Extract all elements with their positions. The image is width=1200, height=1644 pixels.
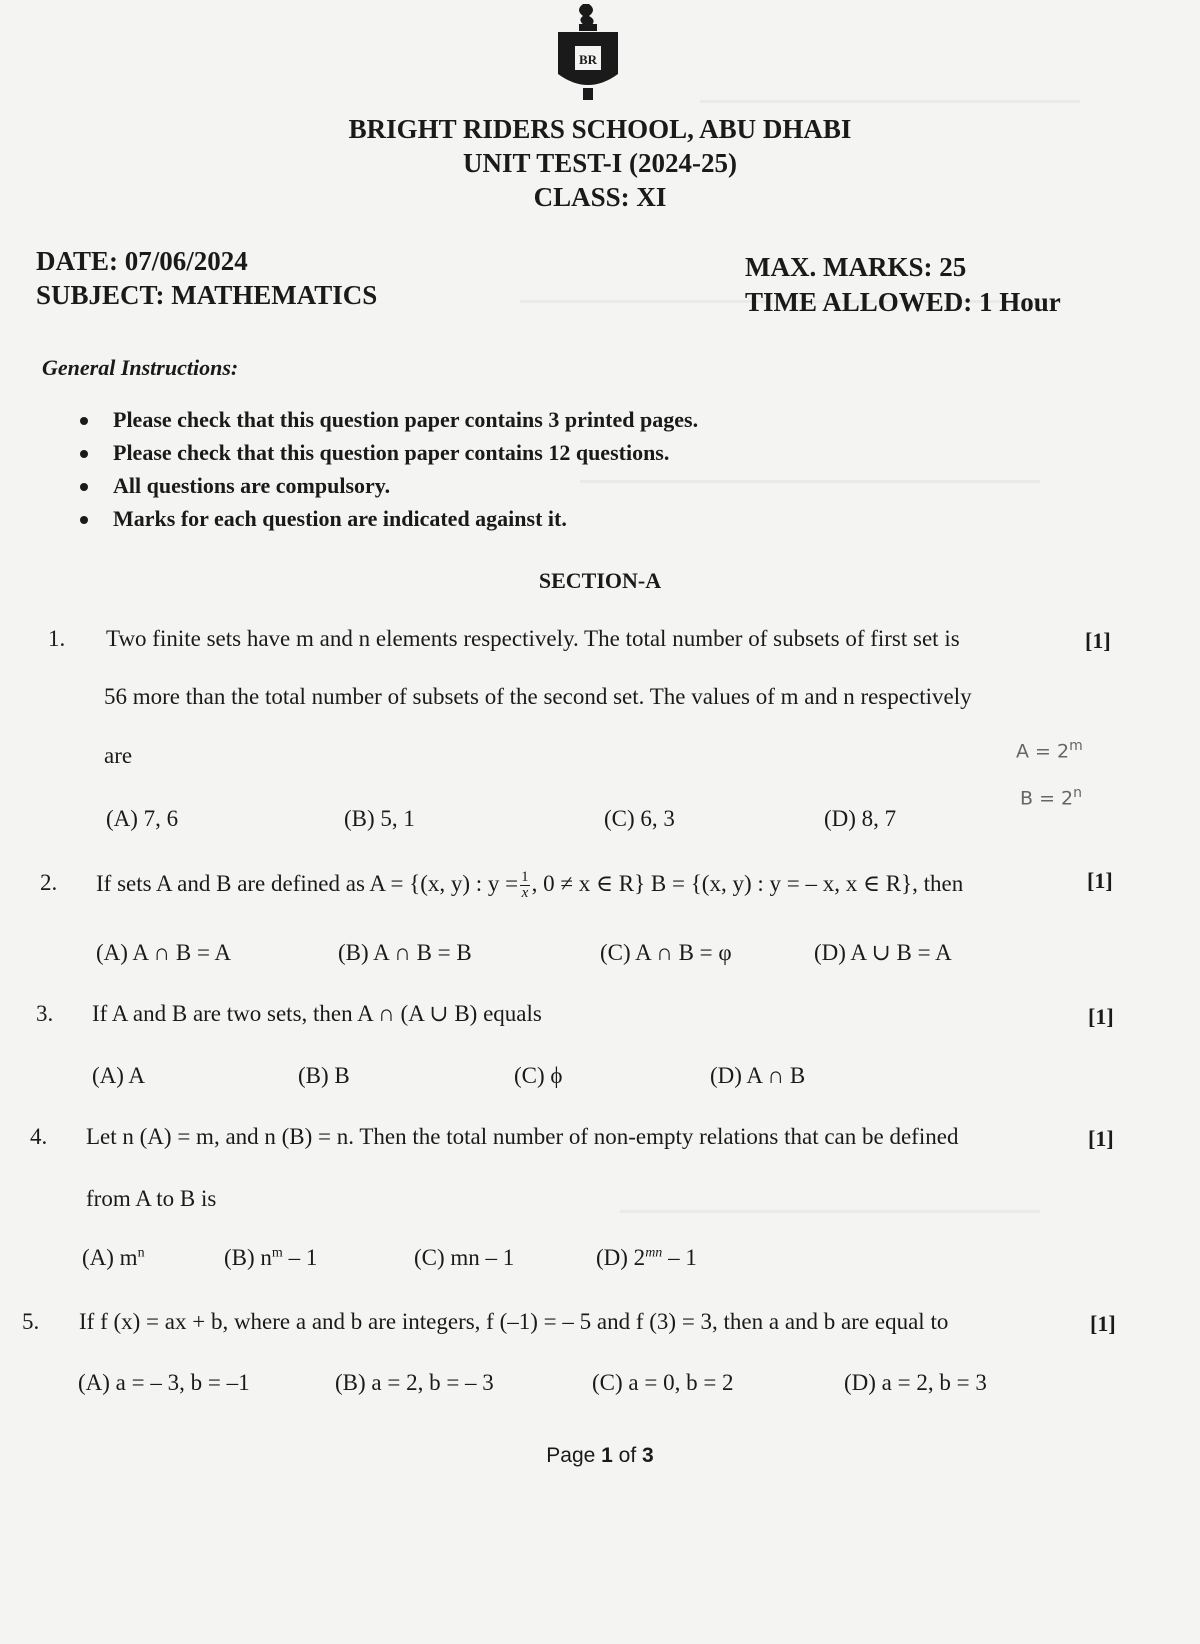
bleed-through-mark <box>620 1210 1040 1213</box>
question-number: 3. <box>36 1001 54 1026</box>
instruction-item: Please check that this question paper contains 3 printed pages. <box>80 405 698 438</box>
instruction-item: All questions are compulsory. <box>80 471 698 504</box>
question-marks: [1] <box>1085 628 1111 653</box>
option-a: (A) 7, 6 <box>106 806 179 831</box>
question-text: from A to B is <box>86 1186 217 1211</box>
question-number: 1. <box>48 626 66 651</box>
option-c: (C) a = 0, b = 2 <box>592 1370 734 1395</box>
question-marks: [1] <box>1088 1126 1114 1151</box>
option-c: (C) 6, 3 <box>604 806 675 831</box>
option-c: (C) mn – 1 <box>414 1245 515 1270</box>
page-number: Page 1 of 3 <box>546 1444 654 1467</box>
option-a: (A) A <box>92 1063 146 1088</box>
handwritten-note: $A = 2^m$ <box>1016 738 1083 763</box>
option-d: (D) $2^{mn} - 1$ <box>596 1245 697 1270</box>
instructions-title: General Instructions: <box>42 355 239 380</box>
question-number: 2. <box>40 870 58 895</box>
test-name: UNIT TEST-I (2024-25) <box>462 148 738 178</box>
option-b: (B) 5, 1 <box>344 806 415 831</box>
question-number: 4. <box>30 1124 48 1149</box>
option-a: (A) a = – 3, b = –1 <box>78 1370 250 1395</box>
max-marks: MAX. MARKS: 25 <box>745 252 967 282</box>
section-heading: SECTION-A <box>538 568 662 593</box>
option-c: (C) A ∩ B = φ <box>600 940 732 965</box>
instruction-item: Marks for each question are indicated against it. <box>80 504 698 537</box>
school-logo <box>553 0 623 104</box>
option-a: (A) $m^n$ <box>82 1245 145 1270</box>
option-b: (B) A ∩ B = B <box>338 940 472 965</box>
bullet-icon <box>80 516 88 524</box>
instructions-list <box>80 405 698 537</box>
handwritten-note: $B = 2^n$ <box>1020 785 1082 810</box>
bleed-through-mark <box>700 100 1080 103</box>
option-b: (B) $n^m - 1$ <box>224 1245 318 1270</box>
question-text: Two finite sets have m and n elements respectively. The total number of subsets of first set is <box>106 626 960 651</box>
bullet-icon <box>80 450 88 458</box>
school-name: BRIGHT RIDERS SCHOOL, ABU DHABI <box>348 114 852 144</box>
option-b: (B) a = 2, b = – 3 <box>335 1370 494 1395</box>
question-number: 5. <box>22 1309 40 1334</box>
bullet-icon <box>80 417 88 425</box>
option-d: (D) A ∩ B <box>710 1063 806 1088</box>
question-text: If f (x) = ax + b, where a and b are integers, f (–1) = – 5 and f (3) = 3, then a and b are equal to <box>79 1309 949 1334</box>
option-a: (A) A ∩ B = A <box>96 940 232 965</box>
logo-initials: BR <box>578 52 598 67</box>
question-text: Let n (A) = m, and n (B) = n. Then the total number of non-empty relations that can be defined <box>86 1124 959 1149</box>
option-d: (D) 8, 7 <box>824 806 897 831</box>
option-d: (D) a = 2, b = 3 <box>844 1370 987 1395</box>
time-allowed: TIME ALLOWED: 1 Hour <box>745 287 1061 317</box>
fraction: $\frac{1}{x}$ <box>521 869 529 901</box>
question-marks: [1] <box>1090 1311 1116 1336</box>
class-label: CLASS: XI <box>533 182 667 212</box>
question-text: If sets A and B are defined as A = {(x, y) : y = $\frac{1}{x}$ , 0 ≠ x ∈ R} B = {(x, y) : y = – x, x ∈ R}, then <box>96 869 964 901</box>
exam-date: DATE: 07/06/2024 <box>36 246 248 276</box>
bullet-icon <box>80 483 88 491</box>
instruction-item: Please check that this question paper contains 12 questions. <box>80 438 698 471</box>
option-c: (C) ϕ <box>514 1063 563 1088</box>
option-b: (B) B <box>298 1063 350 1088</box>
question-text: If A and B are two sets, then A ∩ (A ∪ B) equals <box>92 1001 542 1026</box>
exam-subject: SUBJECT: MATHEMATICS <box>36 280 378 310</box>
question-text: 56 more than the total number of subsets of the second set. The values of m and n respectively <box>104 684 972 709</box>
option-d: (D) A ∪ B = A <box>814 940 952 965</box>
question-text: are <box>104 743 133 768</box>
question-marks: [1] <box>1087 868 1113 893</box>
question-marks: [1] <box>1088 1004 1114 1029</box>
